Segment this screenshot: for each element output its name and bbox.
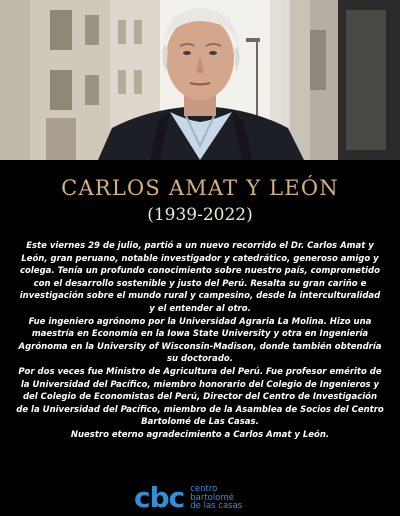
header-photo xyxy=(0,0,400,160)
cbc-logo-words xyxy=(190,485,242,511)
tribute-paragraph: Fue ingeniero agrónomo por la Universidad Agraria La Molina. Hizo una maestría en Economía en la Iowa State University y otra en Ingeniería Agrónoma en la University of Wisconsin-Madison, donde también obtendría su doctorado. xyxy=(18,316,382,365)
portrait-image xyxy=(0,0,400,160)
cbc-logo-line: bartolomé xyxy=(190,492,234,503)
cbc-logo-mark: cbc xyxy=(134,481,185,514)
cbc-logo-line: centro xyxy=(190,484,218,495)
cbc-logo xyxy=(134,480,242,516)
cbc-logo-line: de las casas xyxy=(190,501,243,512)
memorial-years: (1939-2022) xyxy=(147,205,253,225)
tribute-text xyxy=(16,240,384,442)
tribute-paragraph: Nuestro eterno agradecimiento a Carlos Amat y León. xyxy=(70,429,330,440)
memorial-title: CARLOS AMAT Y LEÓN xyxy=(61,176,339,200)
tribute-paragraph: Este viernes 29 de julio, partió a un nuevo recorrido el Dr. Carlos Amat y León, gran peruano, notable investigador y catedrático, generoso amigo y colega. Tenía un profundo conocimiento sobre nuestro país, comprometido con el desarrollo sostenible y justo del Perú. Resalta su gran cariño e investigación sobre el mundo rural y campesino, desde la interculturalidad y el entender al otro. xyxy=(19,241,381,314)
tribute-paragraph: Por dos veces fue Ministro de Agricultura del Perú. Fue profesor emérito de la Universidad del Pacífico, miembro honorario del Colegio de Ingenieros y del Colegio de Economistas del Perú, Director del Centro de Investigación de la Universidad del Pacífico, miembro de la Asamblea de Socios del Centro Bartolomé de Las Casas. xyxy=(16,366,384,428)
